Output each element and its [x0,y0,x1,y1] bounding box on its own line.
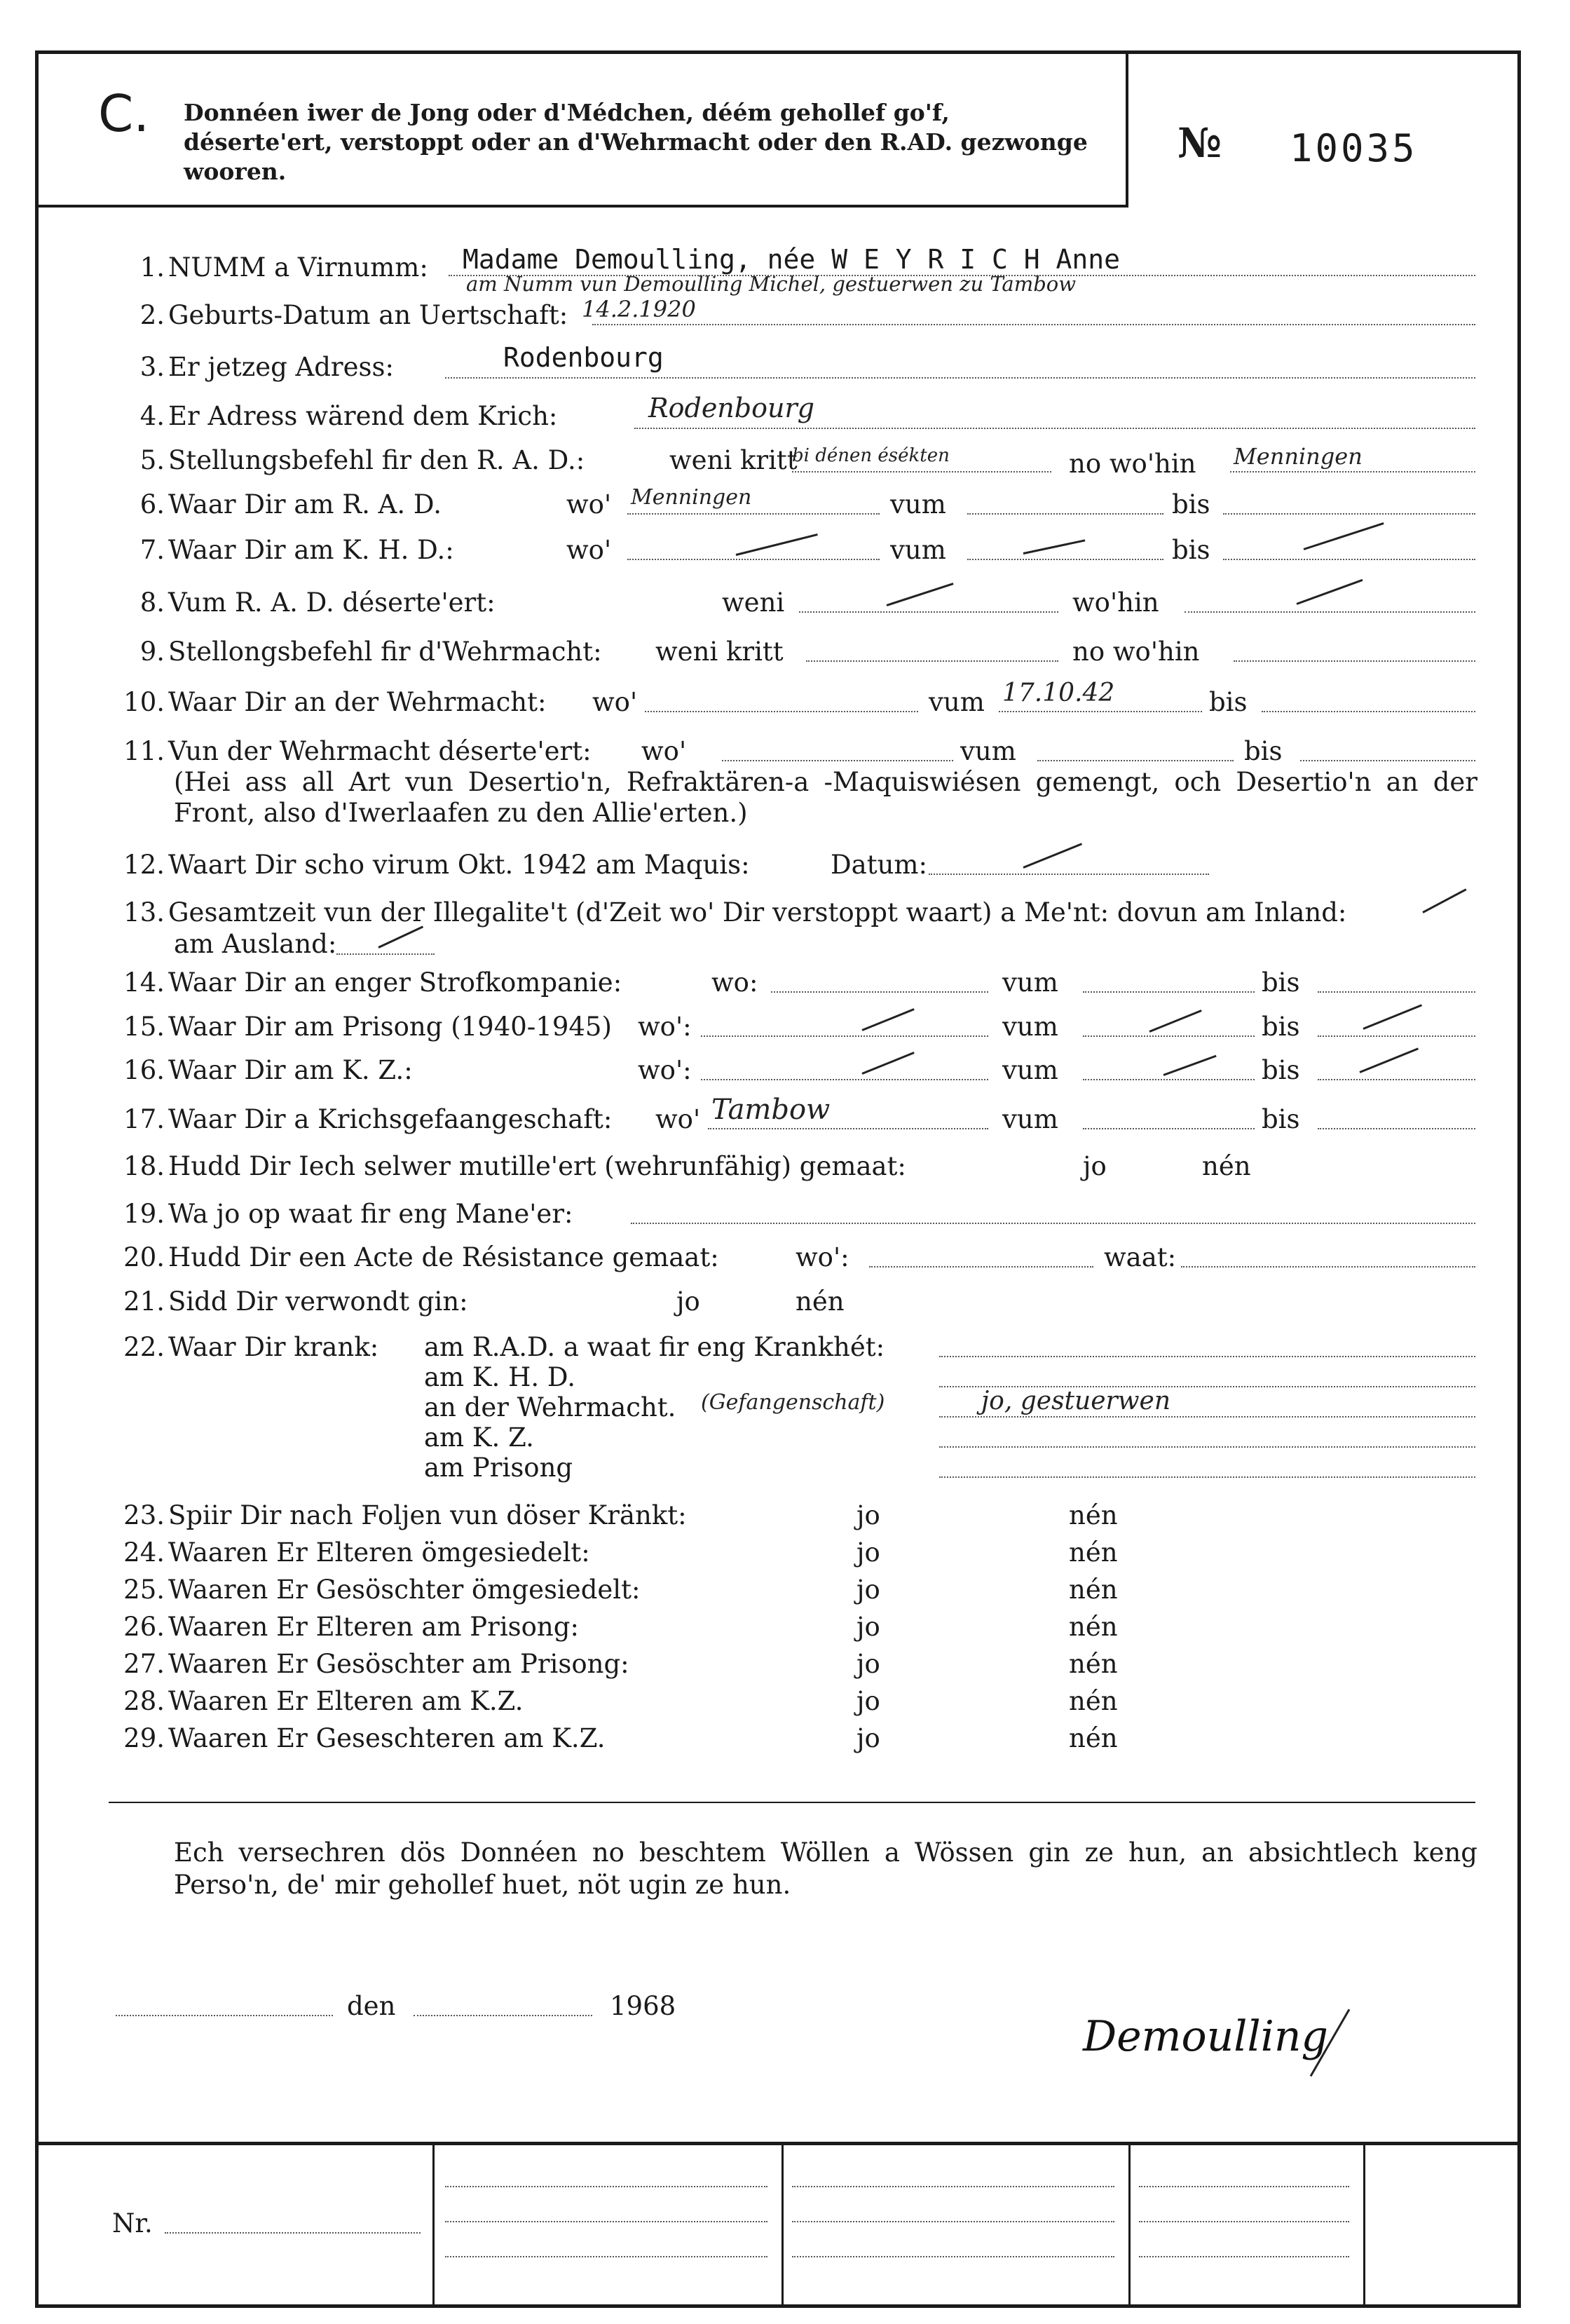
row-label-address: Er jetzeg Adress: [168,352,394,382]
name-typed-value: Madame Demoulling, née W E Y R I C H Anne [463,244,1120,275]
nen-option: nén [1069,1537,1118,1568]
wo-label: wo' [655,1104,701,1134]
row-label-kz: Waar Dir am K. Z.: [168,1055,413,1085]
jo-option: jo [1083,1151,1107,1181]
section-separator [109,1802,1475,1803]
row-number: 16. [123,1055,165,1085]
vum-label: vum [1002,1055,1058,1085]
vum-label: vum [929,687,985,717]
footer-dotted-line [792,2186,1114,2187]
row-number: 26. [123,1612,165,1642]
jo-option: jo [856,1612,880,1642]
bis-label: bis [1262,1055,1300,1085]
wo-label: wo: [711,967,758,998]
footer-dotted-line [445,2186,767,2187]
row-label-wounded: Sidd Dir verwondt gin: [168,1286,468,1317]
sick-wehrmacht-value: jo, gestuerwen [981,1387,1171,1415]
sick-wehrmacht-label: an der Wehrmacht. [424,1392,676,1422]
vum-label: vum [960,736,1016,766]
nen-option: nén [1069,1686,1118,1716]
nen-option: nén [1202,1151,1251,1181]
row-label-prisong: Waar Dir am Prisong (1940-1945) [168,1012,612,1042]
bis-label: bis [1262,1012,1300,1042]
nen-option: nén [1069,1649,1118,1679]
weni-kritt-label: weni kritt [669,445,798,475]
row-number: 29. [123,1723,165,1753]
name-handwritten-note: am Numm vun Demoulling Michel, gestuerwen zu Tambow [466,272,1077,296]
row-number: 27. [123,1649,165,1679]
row-number: 19. [123,1199,165,1229]
nen-option: nén [1069,1612,1118,1642]
footer-dotted-line [792,2256,1114,2257]
vum-label: vum [1002,1012,1058,1042]
row-label-name: NUMM a Virnumm: [168,252,428,283]
no-wohin-value: Menningen [1234,443,1363,470]
row-number: 2. [139,300,165,330]
war-address-dotted-line [634,428,1475,429]
desert-vum-dotted-line [1037,760,1234,761]
nr-dotted-line [165,2232,421,2234]
abroad-dotted-line [336,953,435,955]
row-number: 18. [123,1151,165,1181]
rad-bis-dotted-line [1223,513,1475,515]
jo-option: jo [676,1286,700,1317]
pow-vum-dotted-line [1083,1128,1255,1129]
sick-kz-dotted-line [939,1446,1475,1448]
row-label-sick: Waar Dir krank: [168,1332,379,1362]
footer-dotted-line [1139,2256,1349,2257]
strof-wo-dotted-line [771,991,988,993]
wehrmacht-bis-dotted-line [1262,711,1475,712]
year-label: 1968 [610,1991,676,2021]
sick-kz-label: am K. Z. [424,1422,534,1453]
datum-label: Datum: [831,850,927,880]
row-label-resistance: Hudd Dir een Acte de Résistance gemaat: [168,1242,719,1272]
row-number: 13. [123,897,165,927]
kz-bis-dotted-line [1318,1079,1475,1080]
bis-label: bis [1172,535,1210,565]
vum-label: vum [1002,1104,1058,1134]
address-dotted-line [445,377,1475,379]
khd-vum-dotted-line [967,559,1163,560]
row-number: 14. [123,967,165,998]
pow-wo-dotted-line [708,1128,988,1129]
row-label-khd: Waar Dir am K. H. D.: [168,535,454,565]
footer-dotted-line [1139,2186,1349,2187]
strof-vum-dotted-line [1083,991,1255,993]
wohin-label: wo'hin [1072,587,1159,618]
sick-khd-label: am K. H. D. [424,1362,575,1392]
row-number: 24. [123,1537,165,1568]
wo-label: wo' [566,489,612,519]
weni-kritt-value: bi dénen ésékten [792,445,950,466]
row-label-parents-prison: Waaren Er Elteren am Prisong: [168,1612,579,1642]
rad-wo-dotted-line [627,513,880,515]
no-wohin-label: no wo'hin [1069,449,1196,479]
row-number: 10. [123,687,165,717]
document-number: 10035 [1290,126,1418,170]
bis-label: bis [1209,687,1248,717]
row-number: 11. [123,736,165,766]
kz-wo-dotted-line [701,1079,988,1080]
row-number: 7. [139,535,165,565]
row-number: 22. [123,1332,165,1362]
wo-label: wo': [638,1055,692,1085]
row-label-siblings-resettled: Waaren Er Gesöschter ömgesiedelt: [168,1575,641,1605]
row-label-consequences: Spiir Dir nach Foljen vun döser Kränkt: [168,1500,687,1530]
footer-column-divider [432,2144,435,2308]
row-number: 23. [123,1500,165,1530]
rad-wo-value: Menningen [631,485,752,510]
row-number: 20. [123,1242,165,1272]
bis-label: bis [1244,736,1283,766]
strof-bis-dotted-line [1318,991,1475,993]
kz-vum-dotted-line [1083,1079,1255,1080]
wehrmacht-wohin-dotted-line [1234,660,1475,662]
prisong-vum-dotted-line [1083,1035,1255,1037]
nr-label: Nr. [112,2208,153,2238]
sick-wehrmacht-note: (Gefangenschaft) [701,1390,885,1415]
name-dotted-line [449,275,1475,276]
birth-value: 14.2.1920 [582,296,696,322]
footer-rule [35,2142,1521,2145]
footer-dotted-line [1139,2221,1349,2222]
row-label-mutilation: Hudd Dir Iech selwer mutille'ert (wehrunfähig) gemaat: [168,1151,906,1181]
khd-bis-dotted-line [1223,559,1475,560]
footer-column-divider [781,2144,784,2308]
signature: Demoulling [1083,2012,1328,2061]
row-label-parents-kz: Waaren Er Elteren am K.Z. [168,1686,524,1716]
vum-label: vum [1002,967,1058,998]
vum-label: vum [890,535,946,565]
row-number: 12. [123,850,165,880]
waat-label: waat: [1104,1242,1177,1272]
row-label-war-address: Er Adress wärend dem Krich: [168,401,558,431]
wehrmacht-weni-dotted-line [806,660,1058,662]
sick-wehrmacht-dotted-line [939,1416,1475,1418]
pow-wo-value: Tambow [711,1094,831,1126]
nen-option: nén [796,1286,845,1317]
row-number: 1. [139,252,165,283]
row-label-wehrmacht-order: Stellongsbefehl fir d'Wehrmacht: [168,637,602,667]
footer-column-divider [1128,2144,1131,2308]
section-title: Donnéen iwer de Jong oder d'Médchen, déém gehollef go'f, déserte'ert, verstoppt oder an d'Wehrmacht oder den R.AD. gezwonge wooren. [184,99,1088,185]
no-wohin-label: no wo'hin [1072,637,1200,667]
section-letter: C. [98,84,150,143]
khd-wo-dotted-line [627,559,880,560]
header-vertical-divider [1126,50,1128,208]
manner-dotted-line [631,1223,1475,1224]
row-label-siblings-prison: Waaren Er Gesöschter am Prisong: [168,1649,629,1679]
declaration-text: Ech versechren dös Donnéen no beschtem Wöllen a Wössen gin ze hun, an absichtlech keng Perso'n, de' mir gehollef huet, nöt ugin ze hun. [174,1837,1477,1900]
desertion-note: (Hei ass all Art vun Desertio'n, Refraktären-a -Maquiswiésen gemengt, och Desertio'n an der Front, also d'Iwerlaafen zu den Allie'erten.) [174,767,1477,828]
row-label-parents-resettled: Waaren Er Elteren ömgesiedelt: [168,1537,590,1568]
wo-label: wo' [592,687,638,717]
wo-label: wo': [638,1012,692,1042]
row-number: 5. [139,445,165,475]
den-label: den [347,1991,396,2021]
row-number: 17. [123,1104,165,1134]
row-number: 4. [139,401,165,431]
desert-bis-dotted-line [1300,760,1475,761]
row-number: 6. [139,489,165,519]
row-label-rad-desert: Vum R. A. D. déserte'ert: [168,587,496,618]
bis-label: bis [1262,967,1300,998]
jo-option: jo [856,1686,880,1716]
nen-option: nén [1069,1723,1118,1753]
no-wohin-dotted-line [1230,471,1475,473]
row-number: 28. [123,1686,165,1716]
row-label-birth: Geburts-Datum an Uertschaft: [168,300,568,330]
jo-option: jo [856,1723,880,1753]
weni-label: weni [722,587,785,618]
bis-label: bis [1172,489,1210,519]
row-label-wehrmacht-desert: Vun der Wehrmacht déserte'ert: [168,736,592,766]
nen-option: nén [1069,1500,1118,1530]
war-address-value: Rodenbourg [648,393,814,423]
wo-label: wo' [641,736,687,766]
sick-rad-label: am R.A.D. a waat fir eng Krankhét: [424,1332,885,1362]
jo-option: jo [856,1500,880,1530]
rad-desert-weni-dotted-line [799,611,1058,613]
sick-prisong-label: am Prisong [424,1453,573,1483]
footer-dotted-line [445,2221,767,2222]
wo-label: wo': [796,1242,849,1272]
row-label-rad-order: Stellungsbefehl fir den R. A. D.: [168,445,585,475]
rad-vum-dotted-line [967,513,1163,515]
sick-prisong-dotted-line [939,1476,1475,1478]
wehrmacht-vum-value: 17.10.42 [1002,679,1115,707]
weni-kritt-dotted-line [792,471,1051,473]
header-divider [35,205,1128,208]
address-value: Rodenbourg [503,342,664,373]
row-label-rad: Waar Dir am R. A. D. [168,489,442,519]
row-label-illegality: Gesamtzeit vun der Illegalite't (d'Zeit wo' Dir verstoppt waart) a Me'nt: dovun am Inland: [168,897,1347,927]
row-number: 9. [139,637,165,667]
prisong-bis-dotted-line [1318,1035,1475,1037]
rad-desert-wohin-dotted-line [1185,611,1475,613]
desert-wo-dotted-line [722,760,953,761]
place-dotted-line [116,2015,333,2016]
row-label-wehrmacht: Waar Dir an der Wehrmacht: [168,687,547,717]
jo-option: jo [856,1649,880,1679]
footer-dotted-line [792,2221,1114,2222]
nen-option: nén [1069,1575,1118,1605]
row-number: 21. [123,1286,165,1317]
wehrmacht-wo-dotted-line [645,711,918,712]
vum-label: vum [890,489,946,519]
row-number: 25. [123,1575,165,1605]
row-number: 3. [139,352,165,382]
row-label-pow: Waar Dir a Krichsgefaangeschaft: [168,1104,613,1134]
jo-option: jo [856,1575,880,1605]
footer-dotted-line [445,2256,767,2257]
row-label-manner: Wa jo op waat fir eng Mane'er: [168,1199,573,1229]
row-label-siblings-kz: Waaren Er Geseschteren am K.Z. [168,1723,606,1753]
row-number: 8. [139,587,165,618]
row-label-strofkompanie: Waar Dir an enger Strofkompanie: [168,967,622,998]
wehrmacht-vum-dotted-line [999,711,1202,712]
birth-dotted-line [592,324,1475,325]
footer-column-divider [1363,2144,1365,2308]
resistance-wo-dotted-line [869,1266,1093,1268]
resistance-waat-dotted-line [1181,1266,1475,1268]
pow-bis-dotted-line [1318,1128,1475,1129]
bis-label: bis [1262,1104,1300,1134]
abroad-label: am Ausland: [174,929,337,959]
row-label-maquis: Waart Dir scho virum Okt. 1942 am Maquis: [168,850,750,880]
sick-rad-dotted-line [939,1356,1475,1357]
row-number: 15. [123,1012,165,1042]
number-sign: № [1178,119,1222,167]
wo-label: wo' [566,535,612,565]
maquis-datum-dotted-line [929,874,1209,875]
prisong-wo-dotted-line [701,1035,988,1037]
jo-option: jo [856,1537,880,1568]
date-dotted-line [414,2015,592,2016]
weni-kritt-label: weni kritt [655,637,784,667]
